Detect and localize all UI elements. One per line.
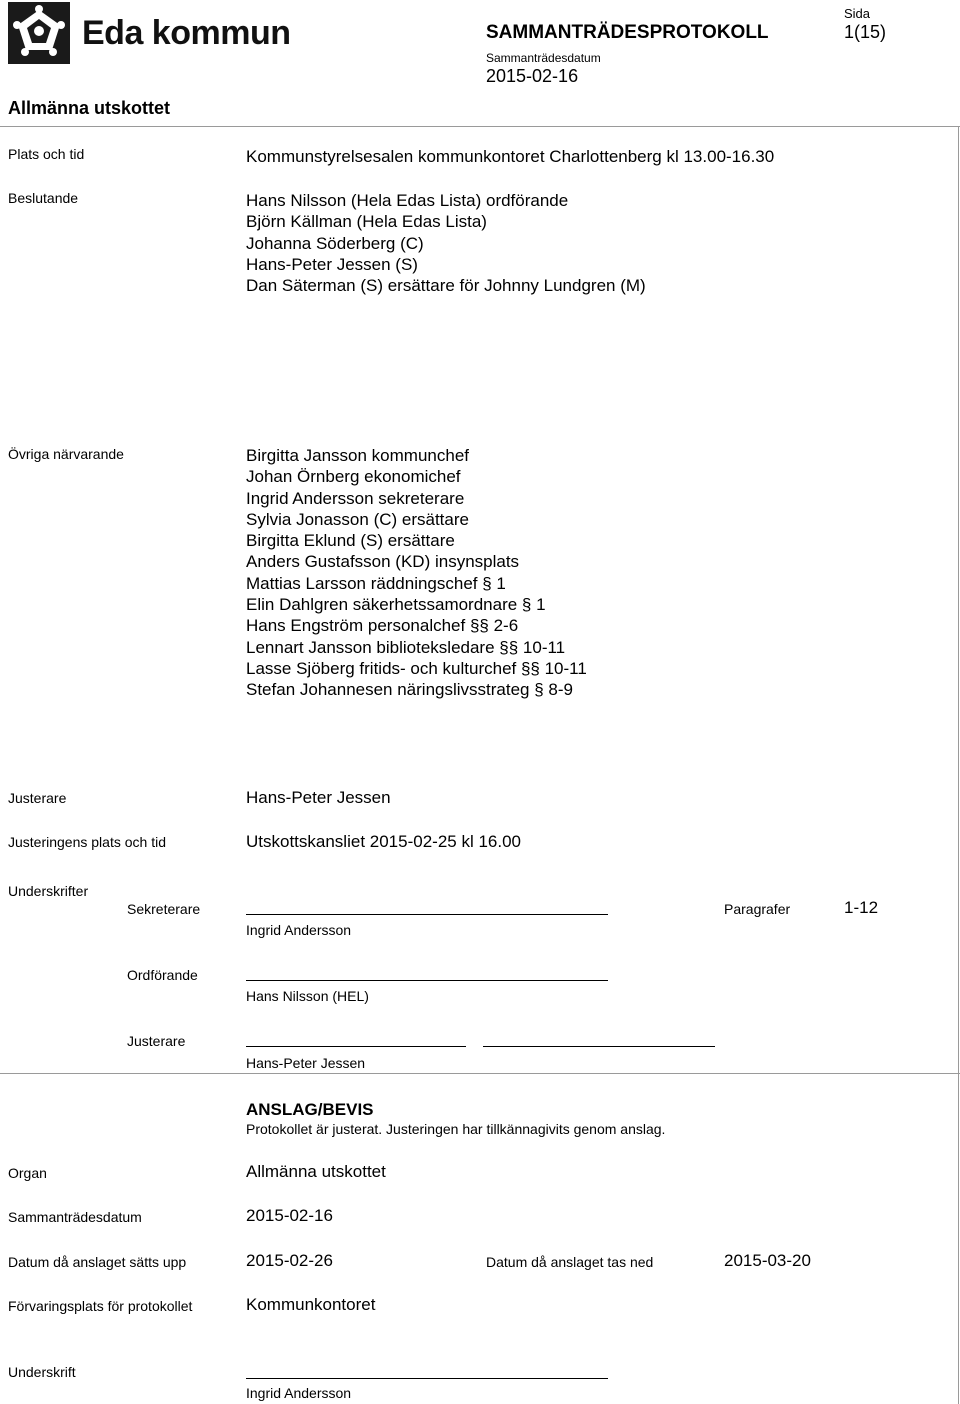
organ-label: Organ (8, 1165, 47, 1181)
coat-of-arms-icon (8, 2, 70, 64)
decision-maker: Björn Källman (Hela Edas Lista) (246, 212, 487, 232)
decision-maker: Dan Säterman (S) ersättare för Johnny Lundgren (M) (246, 276, 646, 296)
municipality-logo (8, 2, 70, 69)
decision-maker: Hans Nilsson (Hela Edas Lista) ordförande (246, 191, 569, 210)
attendee: Sylvia Jonasson (C) ersättare (246, 509, 469, 529)
header-divider (0, 126, 960, 127)
right-border (958, 126, 959, 1404)
attendee: Johan Örnberg ekonomichef (246, 467, 461, 487)
place-label: Plats och tid (8, 146, 85, 162)
attendee: Elin Dahlgren säkerhetssamordnare § 1 (246, 595, 546, 615)
attendee: Birgitta Eklund (S) ersättare (246, 531, 455, 551)
others-present-list (246, 445, 587, 701)
page-label: Sida (844, 6, 871, 21)
adjuster-value: Hans-Peter Jessen (246, 788, 391, 807)
storage-value: Kommunkontoret (246, 1295, 376, 1314)
posted-date: 2015-02-26 (246, 1251, 333, 1270)
paragraphs-label: Paragrafer (724, 901, 791, 917)
sign-adjuster-name: Hans-Peter Jessen (246, 1055, 366, 1071)
removed-date: 2015-03-20 (724, 1251, 811, 1270)
adjust-place-label: Justeringens plats och tid (8, 834, 166, 850)
chair-signature-line (246, 980, 608, 981)
meeting-date: 2015-02-16 (486, 66, 579, 86)
committee-name: Allmänna utskottet (8, 98, 171, 118)
document-type: SAMMANTRÄDESPROTOKOLL (486, 22, 769, 43)
attendee: Stefan Johannesen näringslivsstrateg § 8-9 (246, 680, 573, 700)
attendee: Lasse Sjöberg fritids- och kulturchef §§ 10-11 (246, 658, 587, 678)
chair-label: Ordförande (127, 967, 198, 983)
attendee: Hans Engström personalchef §§ 2-6 (246, 616, 519, 636)
attendee: Birgitta Jansson kommunchef (246, 446, 469, 465)
notice-signature-line (246, 1378, 608, 1379)
signatures-label: Underskrifter (8, 883, 89, 899)
adjuster-label: Justerare (8, 790, 67, 806)
place-value: Kommunstyrelsesalen kommunkontoret Charlottenberg kl 13.00-16.30 (246, 147, 775, 166)
secretary-label: Sekreterare (127, 901, 201, 917)
attendee: Ingrid Andersson sekreterare (246, 488, 465, 508)
posted-date-label: Datum då anslaget sätts upp (8, 1254, 187, 1270)
page-number: 1(15) (844, 22, 887, 42)
signature-name: Ingrid Andersson (246, 1385, 352, 1401)
organ-value: Allmänna utskottet (246, 1162, 386, 1181)
adjuster-signature-line-2 (483, 1046, 715, 1047)
notice-title: ANSLAG/BEVIS (246, 1100, 374, 1119)
decision-maker: Johanna Söderberg (C) (246, 233, 424, 253)
notice-text: Protokollet är justerat. Justeringen har tillkännagivits genom anslag. (246, 1121, 666, 1137)
removed-date-label: Datum då anslaget tas ned (486, 1254, 654, 1270)
secretary-name: Ingrid Andersson (246, 922, 352, 938)
adjuster-signature-line (246, 1046, 466, 1047)
adjust-place-value: Utskottskansliet 2015-02-25 kl 16.00 (246, 832, 521, 851)
sign-adjuster-label: Justerare (127, 1033, 186, 1049)
attendee: Anders Gustafsson (KD) insynsplats (246, 552, 520, 572)
signature-label: Underskrift (8, 1364, 76, 1380)
decision-makers-label: Beslutande (8, 190, 79, 206)
paragraphs-value: 1-12 (844, 898, 879, 917)
meeting-date-label: Sammanträdesdatum (486, 51, 601, 65)
decision-maker: Hans-Peter Jessen (S) (246, 254, 418, 274)
secretary-signature-line (246, 914, 608, 915)
decision-makers-list (246, 190, 646, 296)
org-name: Eda kommun (82, 14, 291, 52)
storage-label: Förvaringsplats för protokollet (8, 1298, 193, 1314)
attendee: Lennart Jansson biblioteksledare §§ 10-11 (246, 637, 566, 657)
notice-meeting-date: 2015-02-16 (246, 1206, 333, 1225)
others-present-label: Övriga närvarande (8, 446, 124, 462)
notice-divider (0, 1073, 960, 1074)
chair-name: Hans Nilsson (HEL) (246, 988, 369, 1004)
notice-meeting-date-label: Sammanträdesdatum (8, 1209, 142, 1225)
attendee: Mattias Larsson räddningschef § 1 (246, 573, 506, 593)
